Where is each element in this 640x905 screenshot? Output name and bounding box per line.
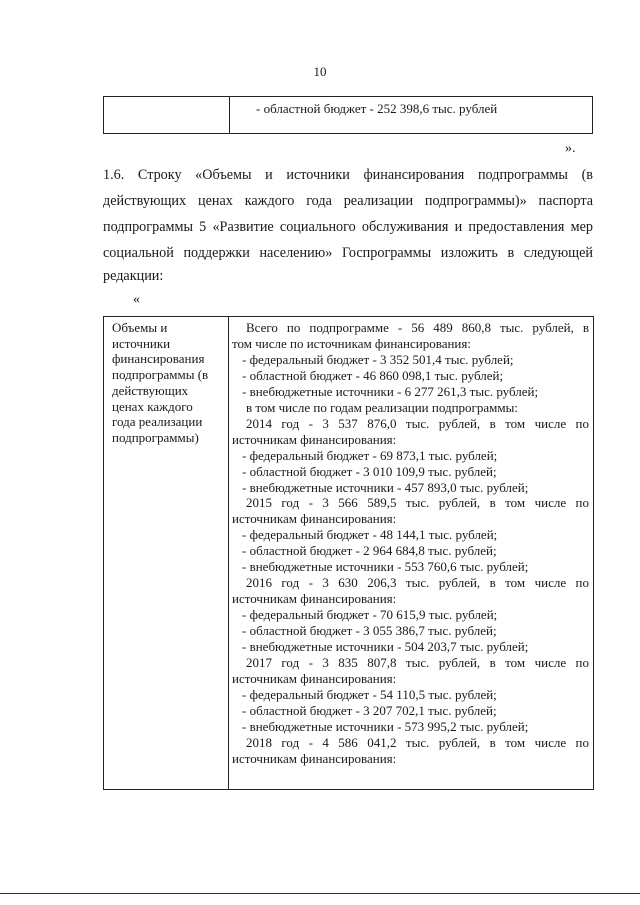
footer-rule [0, 893, 640, 894]
source-line: - областной бюджет - 3 010 109,9 тыс. рублей; [242, 463, 497, 479]
source-line: - областной бюджет - 46 860 098,1 тыс. рублей; [242, 367, 504, 383]
source-line: - федеральный бюджет - 69 873,1 тыс. рублей; [242, 447, 498, 463]
table-column-divider [229, 97, 230, 133]
label-line: источники [112, 335, 171, 351]
year-line: 2018 год - 4 586 041,2 тыс. рублей, в том числе по [246, 734, 589, 750]
label-line: действующих [112, 382, 189, 398]
source-line: - внебюджетные источники - 553 760,6 тыс. рублей; [242, 559, 529, 575]
year-line: 2014 год - 3 537 876,0 тыс. рублей, в том числе по [246, 415, 589, 431]
page-number: 10 [313, 64, 327, 79]
regional-budget-cell: - областной бюджет - 252 398,6 тыс. рублей [256, 101, 498, 116]
label-line: подпрограммы) [112, 429, 199, 445]
text-line: источникам финансирования: [232, 670, 397, 686]
paragraph-line-4: социальной поддержки населению» Госпрограммы изложить в следующей [103, 245, 593, 261]
text-line: источникам финансирования: [232, 511, 397, 527]
paragraph-line-5: редакции: [103, 268, 164, 284]
source-line: - федеральный бюджет - 48 144,1 тыс. рублей; [242, 527, 498, 543]
table-value-cell [232, 320, 589, 767]
label-line: Объемы и [112, 320, 168, 335]
table-column-divider [228, 317, 229, 789]
label-line: года реализации [112, 414, 203, 430]
total-line: Всего по подпрограмме - 56 489 860,8 тыс. рублей, в [246, 320, 589, 335]
source-line: - внебюджетные источники - 573 995,2 тыс. рублей; [242, 718, 529, 734]
source-line: - федеральный бюджет - 3 352 501,4 тыс. рублей; [242, 351, 514, 367]
label-line: подпрограммы (в [112, 367, 209, 383]
text-line: в том числе по годам реализации подпрограммы: [246, 399, 518, 415]
opening-quote-mark: « [133, 292, 140, 307]
table-label-cell [112, 320, 224, 446]
text-line: источникам финансирования: [232, 591, 397, 607]
year-line: 2017 год - 3 835 807,8 тыс. рублей, в том числе по [246, 655, 589, 671]
financing-table [103, 316, 594, 790]
paragraph-line-2: действующих ценах каждого года реализации подпрограммы)» паспорта [103, 193, 593, 209]
source-line: - внебюджетные источники - 457 893,0 тыс. рублей; [242, 479, 529, 495]
source-line: - федеральный бюджет - 54 110,5 тыс. рублей; [242, 686, 497, 702]
label-line: финансирования [112, 351, 205, 367]
source-line: - областной бюджет - 3 207 702,1 тыс. рублей; [242, 702, 497, 718]
source-line: - внебюджетные источники - 6 277 261,3 тыс. рублей; [242, 383, 539, 399]
label-line: ценах каждого [112, 398, 193, 414]
source-line: - областной бюджет - 3 055 386,7 тыс. рублей; [242, 623, 497, 639]
text-line: том числе по источникам финансирования: [232, 335, 471, 351]
source-line: - федеральный бюджет - 70 615,9 тыс. рублей; [242, 607, 498, 623]
paragraph-line-1: 1.6. Строку «Объемы и источники финансирования подпрограммы (в [103, 167, 593, 183]
source-line: - внебюджетные источники - 504 203,7 тыс. рублей; [242, 639, 529, 655]
year-line: 2016 год - 3 630 206,3 тыс. рублей, в том числе по [246, 575, 589, 591]
source-line: - областной бюджет - 2 964 684,8 тыс. рублей; [242, 543, 497, 559]
year-line: 2015 год - 3 566 589,5 тыс. рублей, в том числе по [246, 495, 589, 511]
text-line: источникам финансирования: [232, 431, 397, 447]
text-line: источникам финансирования: [232, 750, 397, 766]
continued-table-row [103, 96, 593, 134]
paragraph-line-3: подпрограммы 5 «Развитие социального обслуживания и предоставления мер [103, 219, 593, 235]
closing-quote-mark: ». [565, 141, 576, 156]
